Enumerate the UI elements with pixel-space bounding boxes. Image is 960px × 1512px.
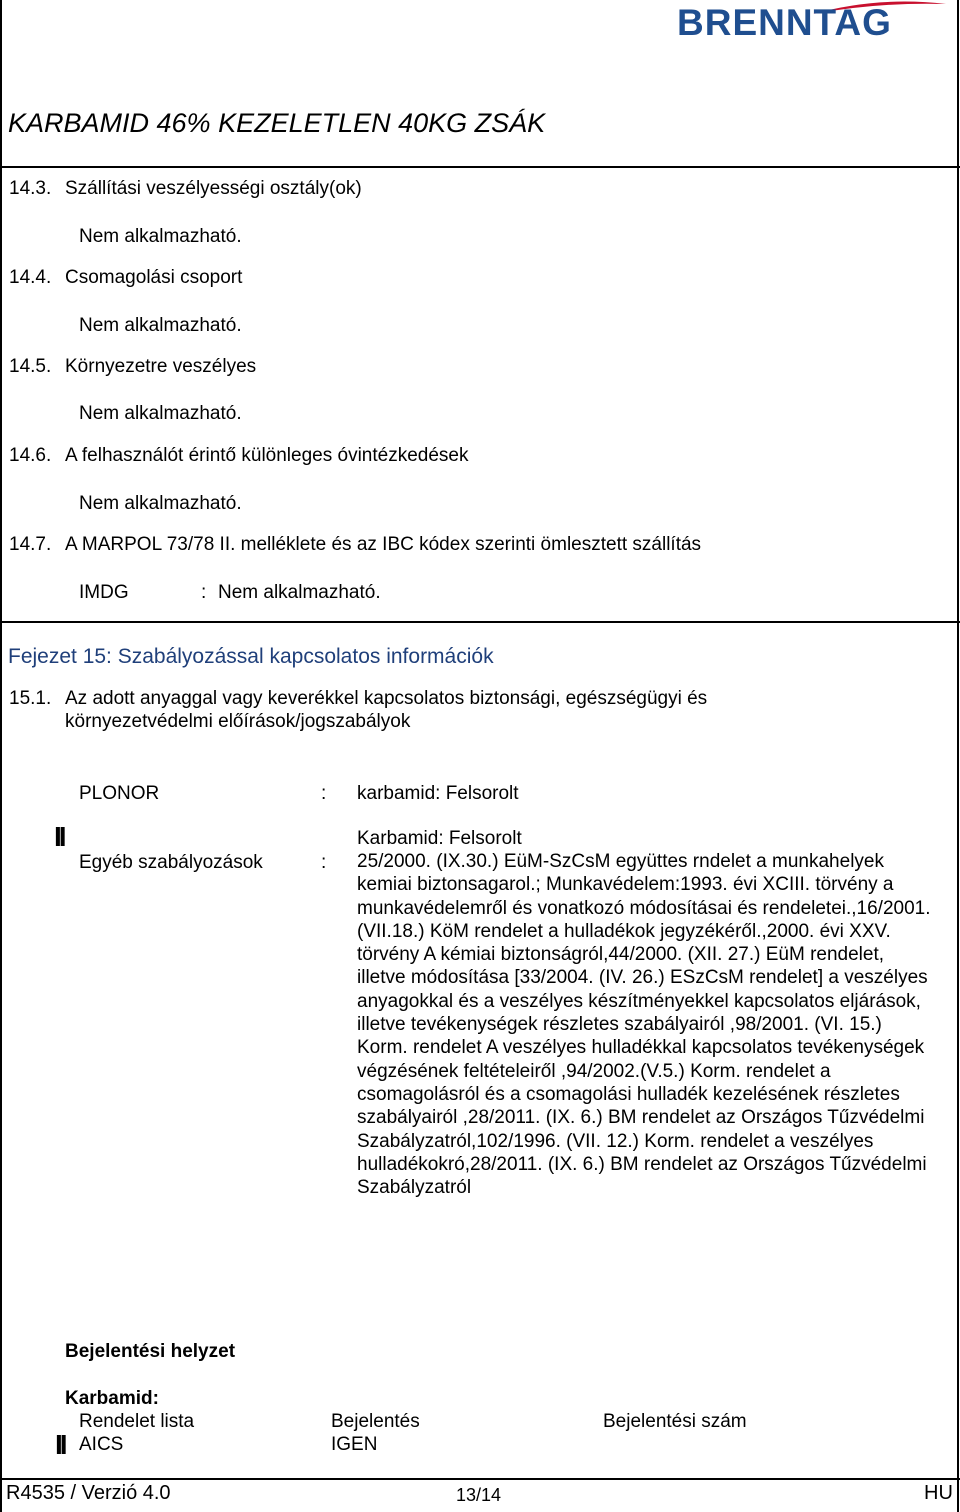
section-title: Környezetre veszélyes xyxy=(65,356,257,377)
document-title: KARBAMID 46% KEZELETLEN 40KG ZSÁK xyxy=(8,108,546,138)
footer-country: HU xyxy=(924,1482,953,1504)
chapter-15-title: Fejezet 15: Szabályozással kapcsolatos információk xyxy=(8,645,494,668)
section-number: 14.5. xyxy=(9,356,52,377)
left-border xyxy=(0,0,2,1512)
footer-page-number: 13/14 xyxy=(456,1485,502,1505)
plonor-value: karbamid: Felsorolt xyxy=(357,783,519,804)
imdg-colon: : xyxy=(201,582,207,603)
section-14-3-heading xyxy=(9,178,362,200)
change-marker: II xyxy=(54,821,64,852)
imdg-value: Nem alkalmazható. xyxy=(218,582,381,603)
section-title: A MARPOL 73/78 II. melléklete és az IBC kódex szerinti ömlesztett szállítás xyxy=(65,534,702,555)
section-15-1-heading-line2: környezetvédelmi előírások/jogszabályok xyxy=(65,711,411,732)
section-title: A felhasználót érintő különleges óvintézkedések xyxy=(65,445,469,466)
section-title: Az adott anyaggal vagy keverékkel kapcsolatos biztonsági, egészségügyi és xyxy=(65,688,708,709)
imdg-label: IMDG xyxy=(79,582,129,603)
section-number: 15.1. xyxy=(9,688,52,709)
section-14-5-heading xyxy=(9,356,256,378)
section-14-3-value: Nem alkalmazható. xyxy=(79,226,242,247)
section-15-1-heading xyxy=(9,688,707,710)
section-14-4-heading xyxy=(9,267,242,289)
right-border xyxy=(957,0,959,1512)
col-header-notification: Bejelentés xyxy=(331,1411,420,1432)
section-14-4-value: Nem alkalmazható. xyxy=(79,315,242,336)
section-number: 14.4. xyxy=(9,267,52,288)
footer-doc-ref: R4535 / Verzió 4.0 xyxy=(6,1482,171,1504)
section-14-6-value: Nem alkalmazható. xyxy=(79,493,242,514)
other-regulations-first-value: Karbamid: Felsorolt xyxy=(357,828,522,849)
footer-rule xyxy=(0,1478,960,1480)
plonor-colon: : xyxy=(321,783,327,804)
change-marker: II xyxy=(55,1429,65,1460)
section-title: Csomagolási csoport xyxy=(65,267,243,288)
other-regulations-text: 25/2000. (IX.30.) EüM-SzCsM együttes rndelet a munkahelyek kemiai biztonsagarol.; Munkavédelem:1993. évi XCIII. törvény a munkavédelemről és vonatkozó módosításai és rendeletei.,16/2001.(VII.18.) KöM rendelet a hulladékok jegyzékéről.,2000. évi XXV. törvény A kémiai biztonságról,44/2000. (XII. 27.) EüM rendelet, illetve módosítása [33/2004. (IV. 26.) ESzCsM rendelet] a veszélyes anyagokkal és a veszélyes készítményekkel kapcsolatos eljárások, illetve tevékenységek részletes szabályairól ,98/2001. (VI. 15.) Korm. rendelet A veszélyes hulladékkal kapcsolatos tevékenységek végzésének feltételeiről ,94/2002.(V.5.) Korm. rendelet a csomagolásról és a csomagolási hulladék kezelésének részletes szabályairól ,28/2011. (IX. 6.) BM rendelet az Országos Tűzvédelmi Szabályzatról,102/1996. (VII. 12.) Korm. rendelet a veszélyes hulladékokró,28/2011. (IX. 6.) BM rendelet az Országos Tűzvédelmi Szabályzatról xyxy=(357,851,931,1199)
section-number: 14.7. xyxy=(9,534,52,555)
header-rule xyxy=(0,166,960,168)
notification-heading: Bejelentési helyzet xyxy=(65,1341,236,1362)
logo-text: BRENNTAG xyxy=(677,2,892,43)
other-regulations-label: Egyéb szabályozások xyxy=(79,852,263,873)
section-title: Szállítási veszélyességi osztály(ok) xyxy=(65,178,362,199)
plonor-label: PLONOR xyxy=(79,783,160,804)
section-14-6-heading xyxy=(9,445,468,467)
section-14-5-value: Nem alkalmazható. xyxy=(79,403,242,424)
col-header-number: Bejelentési szám xyxy=(603,1411,747,1432)
row-status-value: IGEN xyxy=(331,1434,378,1455)
col-header-list: Rendelet lista xyxy=(79,1411,195,1432)
section-number: 14.6. xyxy=(9,445,52,466)
notification-substance: Karbamid: xyxy=(65,1388,159,1409)
section-14-7-heading xyxy=(9,534,701,556)
chapter-rule xyxy=(0,621,960,623)
other-regulations-colon: : xyxy=(321,852,327,873)
row-list-value: AICS xyxy=(79,1434,124,1455)
section-number: 14.3. xyxy=(9,178,52,199)
